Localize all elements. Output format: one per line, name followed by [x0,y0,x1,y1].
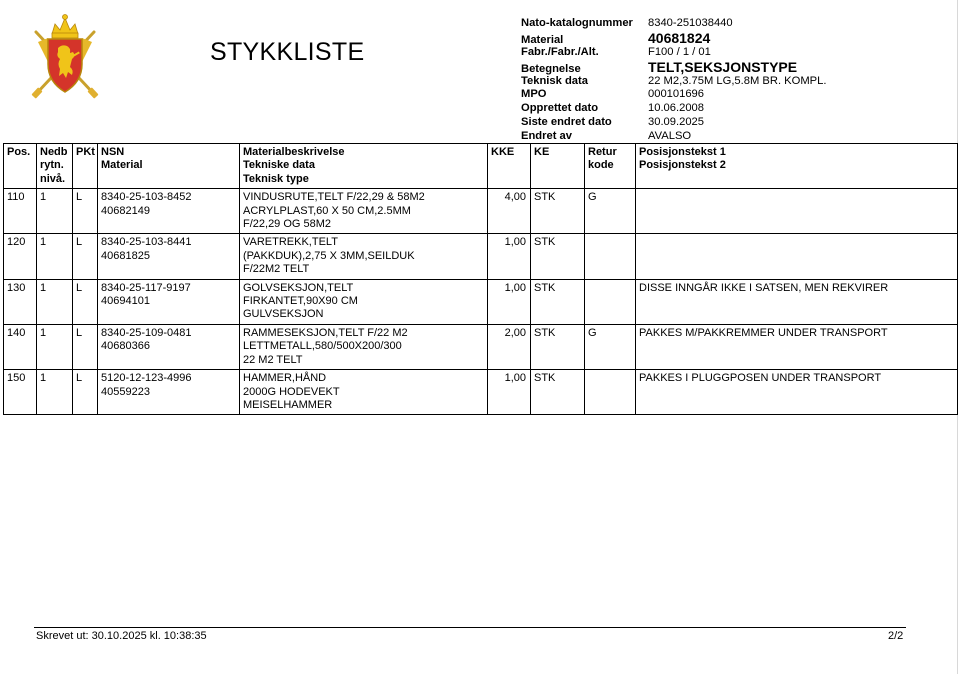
column-header-nsn-material: NSN Material [98,144,240,189]
cell-posisjonstekst [636,189,958,234]
meta-label: MPO [521,88,547,101]
cell-pkt: L [73,324,98,369]
cell-returkode [585,234,636,279]
cell-nedb: 1 [37,279,73,324]
column-header-pkt: PKt [73,144,98,189]
meta-row-mpo [521,88,826,102]
cell-pkt: L [73,370,98,415]
printed-timestamp: Skrevet ut: 30.10.2025 kl. 10:38:35 [36,630,207,642]
meta-label: Teknisk data [521,74,588,87]
cell-kke: 4,00 [488,189,531,234]
column-header-pos: Pos. [4,144,37,189]
parts-table [3,143,958,415]
table-row [4,189,958,234]
meta-label: Siste endret dato [521,115,612,128]
cell-ke: STK [531,234,585,279]
meta-value: 30.09.2025 [648,115,704,128]
table-row [4,279,958,324]
column-header-returkode: Retur kode [585,144,636,189]
cell-ke: STK [531,279,585,324]
material-number: 40682149 [101,204,150,217]
table-header-row [4,144,958,189]
cell-posisjonstekst [636,234,958,279]
cell-description: GOLVSEKSJON,TELT FIRKANTET,90X90 CM GULVSEKSJON [240,279,488,324]
footer-divider [34,627,906,628]
nsn: 8340-25-103-8452 [101,191,192,204]
nsn: 8340-25-117-9197 [101,281,191,294]
page-title: STYKKLISTE [210,38,365,66]
column-header-kke: KKE [488,144,531,189]
table-row [4,370,958,415]
cell-ke: STK [531,324,585,369]
cell-kke: 1,00 [488,234,531,279]
page-number: 2/2 [888,630,904,642]
cell-posisjonstekst: PAKKES I PLUGGPOSEN UNDER TRANSPORT [636,370,958,415]
material-number: 40694101 [101,295,150,308]
meta-value: 000101696 [648,88,704,101]
meta-value: 40681824 [648,29,711,46]
cell-nedb: 1 [37,234,73,279]
column-header-ke: KE [531,144,585,189]
cell-kke: 1,00 [488,279,531,324]
meta-value: 22 M2,3.75M LG,5.8M BR. KOMPL. [648,74,827,87]
cell-pos: 120 [4,234,37,279]
meta-row-fabr [521,46,826,60]
cell-pos: 140 [4,324,37,369]
material-number: 40681825 [101,249,150,262]
cell-nsn-material [98,189,240,234]
column-header-posisjonstekst: Posisjonstekst 1 Posisjonstekst 2 [636,144,958,189]
cell-pkt: L [73,279,98,324]
meta-value: 8340-251038440 [648,17,733,29]
cell-ke: STK [531,189,585,234]
cell-nsn-material [98,234,240,279]
cell-nsn-material [98,324,240,369]
cell-pos: 110 [4,189,37,234]
cell-pos: 130 [4,279,37,324]
cell-nsn-material [98,370,240,415]
cell-nsn-material [98,279,240,324]
cell-ke: STK [531,370,585,415]
meta-row-siste-endret [521,116,826,130]
column-header-nedbrytningsniva: Nedb rytn. nivå. [37,144,73,189]
material-number: 40559223 [101,385,150,398]
header-metadata [521,17,826,144]
meta-value: F100 / 1 / 01 [648,45,711,58]
cell-nedb: 1 [37,324,73,369]
cell-posisjonstekst: PAKKES M/PAKKREMMER UNDER TRANSPORT [636,324,958,369]
meta-label: Opprettet dato [521,102,599,115]
material-number: 40680366 [101,340,150,353]
cell-pkt: L [73,234,98,279]
meta-value: AVALSO [648,129,692,142]
cell-pos: 150 [4,370,37,415]
cell-pkt: L [73,189,98,234]
cell-returkode [585,279,636,324]
meta-row-opprettet [521,102,826,116]
meta-label: Betegnelse [521,62,581,75]
meta-row-betegnelse [521,60,826,75]
nsn: 8340-25-103-8441 [101,236,192,249]
cell-description: RAMMESEKSJON,TELT F/22 M2 LETTMETALL,580/500X200/300 22 M2 TELT [240,324,488,369]
cell-returkode: G [585,324,636,369]
meta-label: Nato-katalognummer [521,17,633,29]
meta-row-material [521,31,826,46]
cell-posisjonstekst: DISSE INNGÅR IKKE I SATSEN, MEN REKVIRER [636,279,958,324]
meta-label: Endret av [521,129,572,142]
meta-row-endret-av [521,130,826,144]
table-row [4,234,958,279]
cell-returkode: G [585,189,636,234]
cell-nedb: 1 [37,189,73,234]
meta-value: TELT,SEKSJONSTYPE [648,58,798,75]
nsn: 5120-12-123-4996 [101,372,192,385]
cell-description: VINDUSRUTE,TELT F/22,29 & 58M2 ACRYLPLAST,60 X 50 CM,2.5MM F/22,29 OG 58M2 [240,189,488,234]
meta-label: Material [521,33,564,46]
cell-kke: 1,00 [488,370,531,415]
nsn: 8340-25-109-0481 [101,326,192,339]
meta-label: Fabr./Fabr./Alt. [521,45,599,58]
meta-row-teknisk-data [521,75,826,89]
coat-of-arms-icon [30,12,100,100]
meta-row-nato [521,17,826,31]
table-row [4,324,958,369]
cell-kke: 2,00 [488,324,531,369]
cell-returkode [585,370,636,415]
column-header-description: Materialbeskrivelse Tekniske data Teknisk type [240,144,488,189]
cell-description: HAMMER,HÅND 2000G HODEVEKT MEISELHAMMER [240,370,488,415]
cell-description: VARETREKK,TELT (PAKKDUK),2,75 X 3MM,SEILDUK F/22M2 TELT [240,234,488,279]
meta-value: 10.06.2008 [648,102,704,115]
cell-nedb: 1 [37,370,73,415]
